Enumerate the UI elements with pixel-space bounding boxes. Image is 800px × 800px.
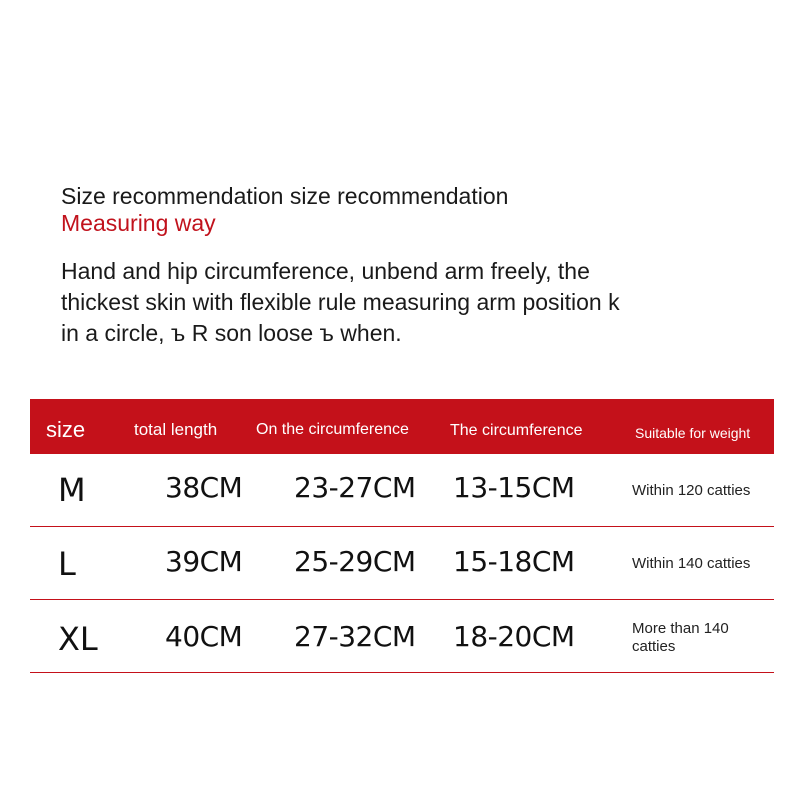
cell-weight: More than 140 catties <box>632 620 729 655</box>
cell-weight: Within 140 catties <box>632 555 751 572</box>
table-header <box>30 399 774 454</box>
description-line: thickest skin with flexible rule measuring arm position k <box>61 289 620 315</box>
page-title: Size recommendation size recommendation <box>61 183 509 209</box>
table-row <box>30 454 774 527</box>
cell-lower-circumference: 13-15CM <box>453 471 575 504</box>
cell-lower-circumference: 18-20CM <box>453 620 575 653</box>
header-size: size <box>46 417 86 442</box>
cell-upper-circumference: 23-27CM <box>294 471 416 504</box>
header-total-length: total length <box>134 420 218 439</box>
cell-upper-circumference: 25-29CM <box>294 545 416 578</box>
header-upper-circumference: On the circumference <box>256 421 409 438</box>
cell-total-length: 38CM <box>165 471 243 504</box>
description-line: in a circle, ъ R son loose ъ when. <box>61 320 402 346</box>
header-weight: Suitable for weight <box>635 425 751 441</box>
table-row <box>30 527 774 600</box>
table-row <box>30 600 774 673</box>
section-subtitle: Measuring way <box>61 210 216 236</box>
description-line: Hand and hip circumference, unbend arm freely, the <box>61 258 590 284</box>
cell-size: L <box>58 545 76 583</box>
cell-weight: Within 120 catties <box>632 482 751 499</box>
cell-size: XL <box>58 620 98 658</box>
size-table <box>30 399 774 673</box>
header-lower-circumference: The circumference <box>450 422 583 439</box>
cell-lower-circumference: 15-18CM <box>453 545 575 578</box>
cell-total-length: 39CM <box>165 545 243 578</box>
cell-size: M <box>58 471 86 509</box>
measuring-description <box>61 256 781 349</box>
cell-upper-circumference: 27-32CM <box>294 620 416 653</box>
cell-total-length: 40CM <box>165 620 243 653</box>
